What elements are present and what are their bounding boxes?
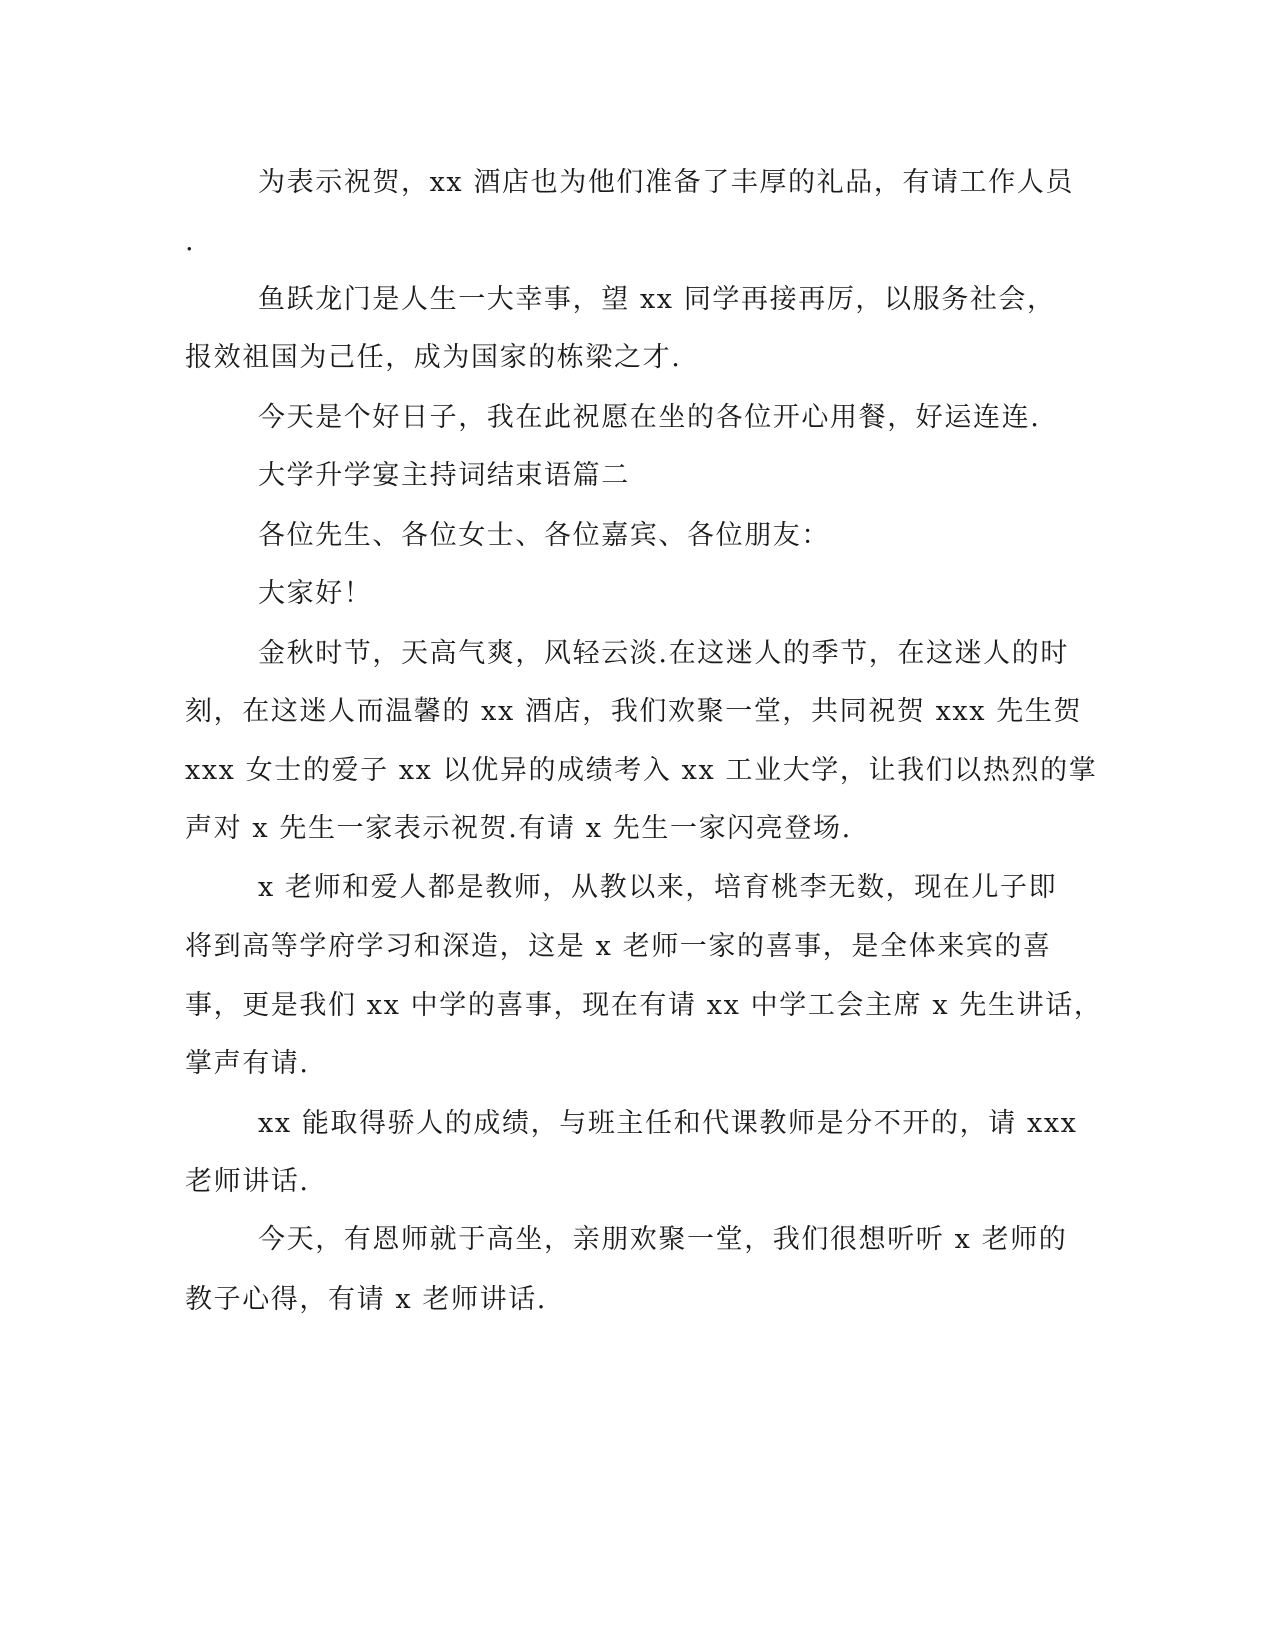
paragraph-line: xx 能取得骄人的成绩，与班主任和代课教师是分不开的，请 xxx [258,1108,1078,1139]
paragraph-line: 今天，有恩师就于高坐，亲朋欢聚一堂，我们很想听听 x 老师的 [258,1224,1068,1255]
paragraph-line: 老师讲话. [185,1166,310,1197]
paragraph-line: . [185,226,196,257]
paragraph-line: 掌声有请. [185,1048,310,1079]
paragraph-line: 为表示祝贺，xx 酒店也为他们准备了丰厚的礼品，有请工作人员 [258,167,1075,198]
paragraph-line: 报效祖国为己任，成为国家的栋梁之才. [185,342,682,373]
paragraph-line: 教子心得，有请 x 老师讲话. [185,1284,547,1315]
paragraph-line: 金秋时节，天高气爽，风轻云淡.在这迷人的季节，在这迷人的时 [258,638,1069,669]
section-heading: 大学升学宴主持词结束语篇二 [258,460,630,491]
paragraph-line: 鱼跃龙门是人生一大幸事，望 xx 同学再接再厉，以服务社会， [258,284,1056,315]
salutation-line: 各位先生、各位女士、各位嘉宾、各位朋友： [258,520,830,551]
greeting-line: 大家好！ [258,578,373,609]
paragraph-line: x 老师和爱人都是教师，从教以来，培育桃李无数，现在儿子即 [258,872,1058,903]
paragraph-line: 刻，在这迷人而温馨的 xx 酒店，我们欢聚一堂，共同祝贺 xxx 先生贺 [185,696,1083,727]
paragraph-line: xxx 女士的爱子 xx 以优异的成绩考入 xx 工业大学，让我们以热烈的掌 [185,755,1098,786]
paragraph-line: 事，更是我们 xx 中学的喜事，现在有请 xx 中学工会主席 x 先生讲话， [185,990,1103,1021]
paragraph-line: 今天是个好日子，我在此祝愿在坐的各位开心用餐，好运连连. [258,402,1041,433]
paragraph-line: 声对 x 先生一家表示祝贺.有请 x 先生一家闪亮登场. [185,813,852,844]
paragraph-line: 将到高等学府学习和深造，这是 x 老师一家的喜事，是全体来宾的喜 [185,931,1052,962]
